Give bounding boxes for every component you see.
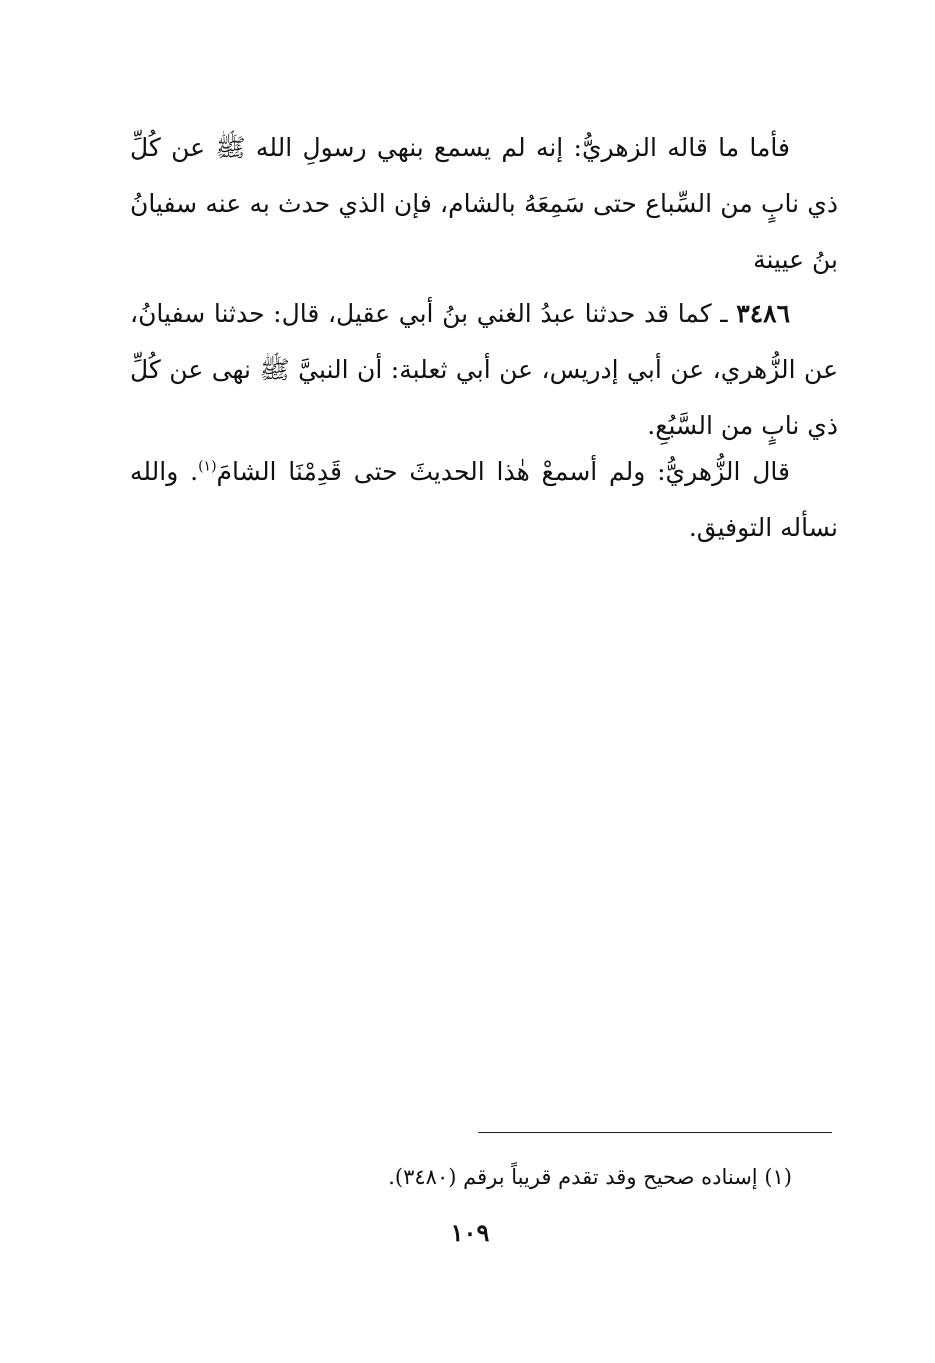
footnote-divider [478,1132,832,1133]
footnote-text: (١) إسناده صحيح وقد تقدم قريباً برقم (٣٤٨٠). [388,1165,792,1189]
paragraph-2-text: ـ كما قد حدثنا عبدُ الغني بنُ أبي عقيل، قال: حدثنا سفيانُ، عن الزُّهري، عن أبي إدريس، عن أبي ثعلبة: أن النبيَّ ﷺ نهى عن كُلِّ ذي نابٍ من السَّبُعِ. [130,299,838,440]
footnote-marker: (١) [198,458,217,475]
paragraph-2 [130,286,838,454]
paragraph-3-text: قال الزُّهريُّ: ولم أسمعْ هٰذا الحديثَ حتى قَدِمْنَا الشامَ [216,457,790,486]
footnote [300,1160,792,1194]
paragraph-3-text-after: . والله نسأله التوفيق. [130,457,838,542]
hadith-number: ٣٤٨٦ [736,299,790,328]
paragraph-1-text: فأما ما قاله الزهريُّ: إنه لم يسمع بنهي رسولِ الله ﷺ عن كُلِّ ذي نابٍ من السِّباع حتى سَمِعَهُ بالشام، فإن الذي حدث به عنه سفيانُ بنُ عيينة [130,133,838,274]
page-number: ١٠٩ [450,1218,490,1247]
paragraph-3 [130,444,838,556]
paragraph-1 [130,120,838,288]
